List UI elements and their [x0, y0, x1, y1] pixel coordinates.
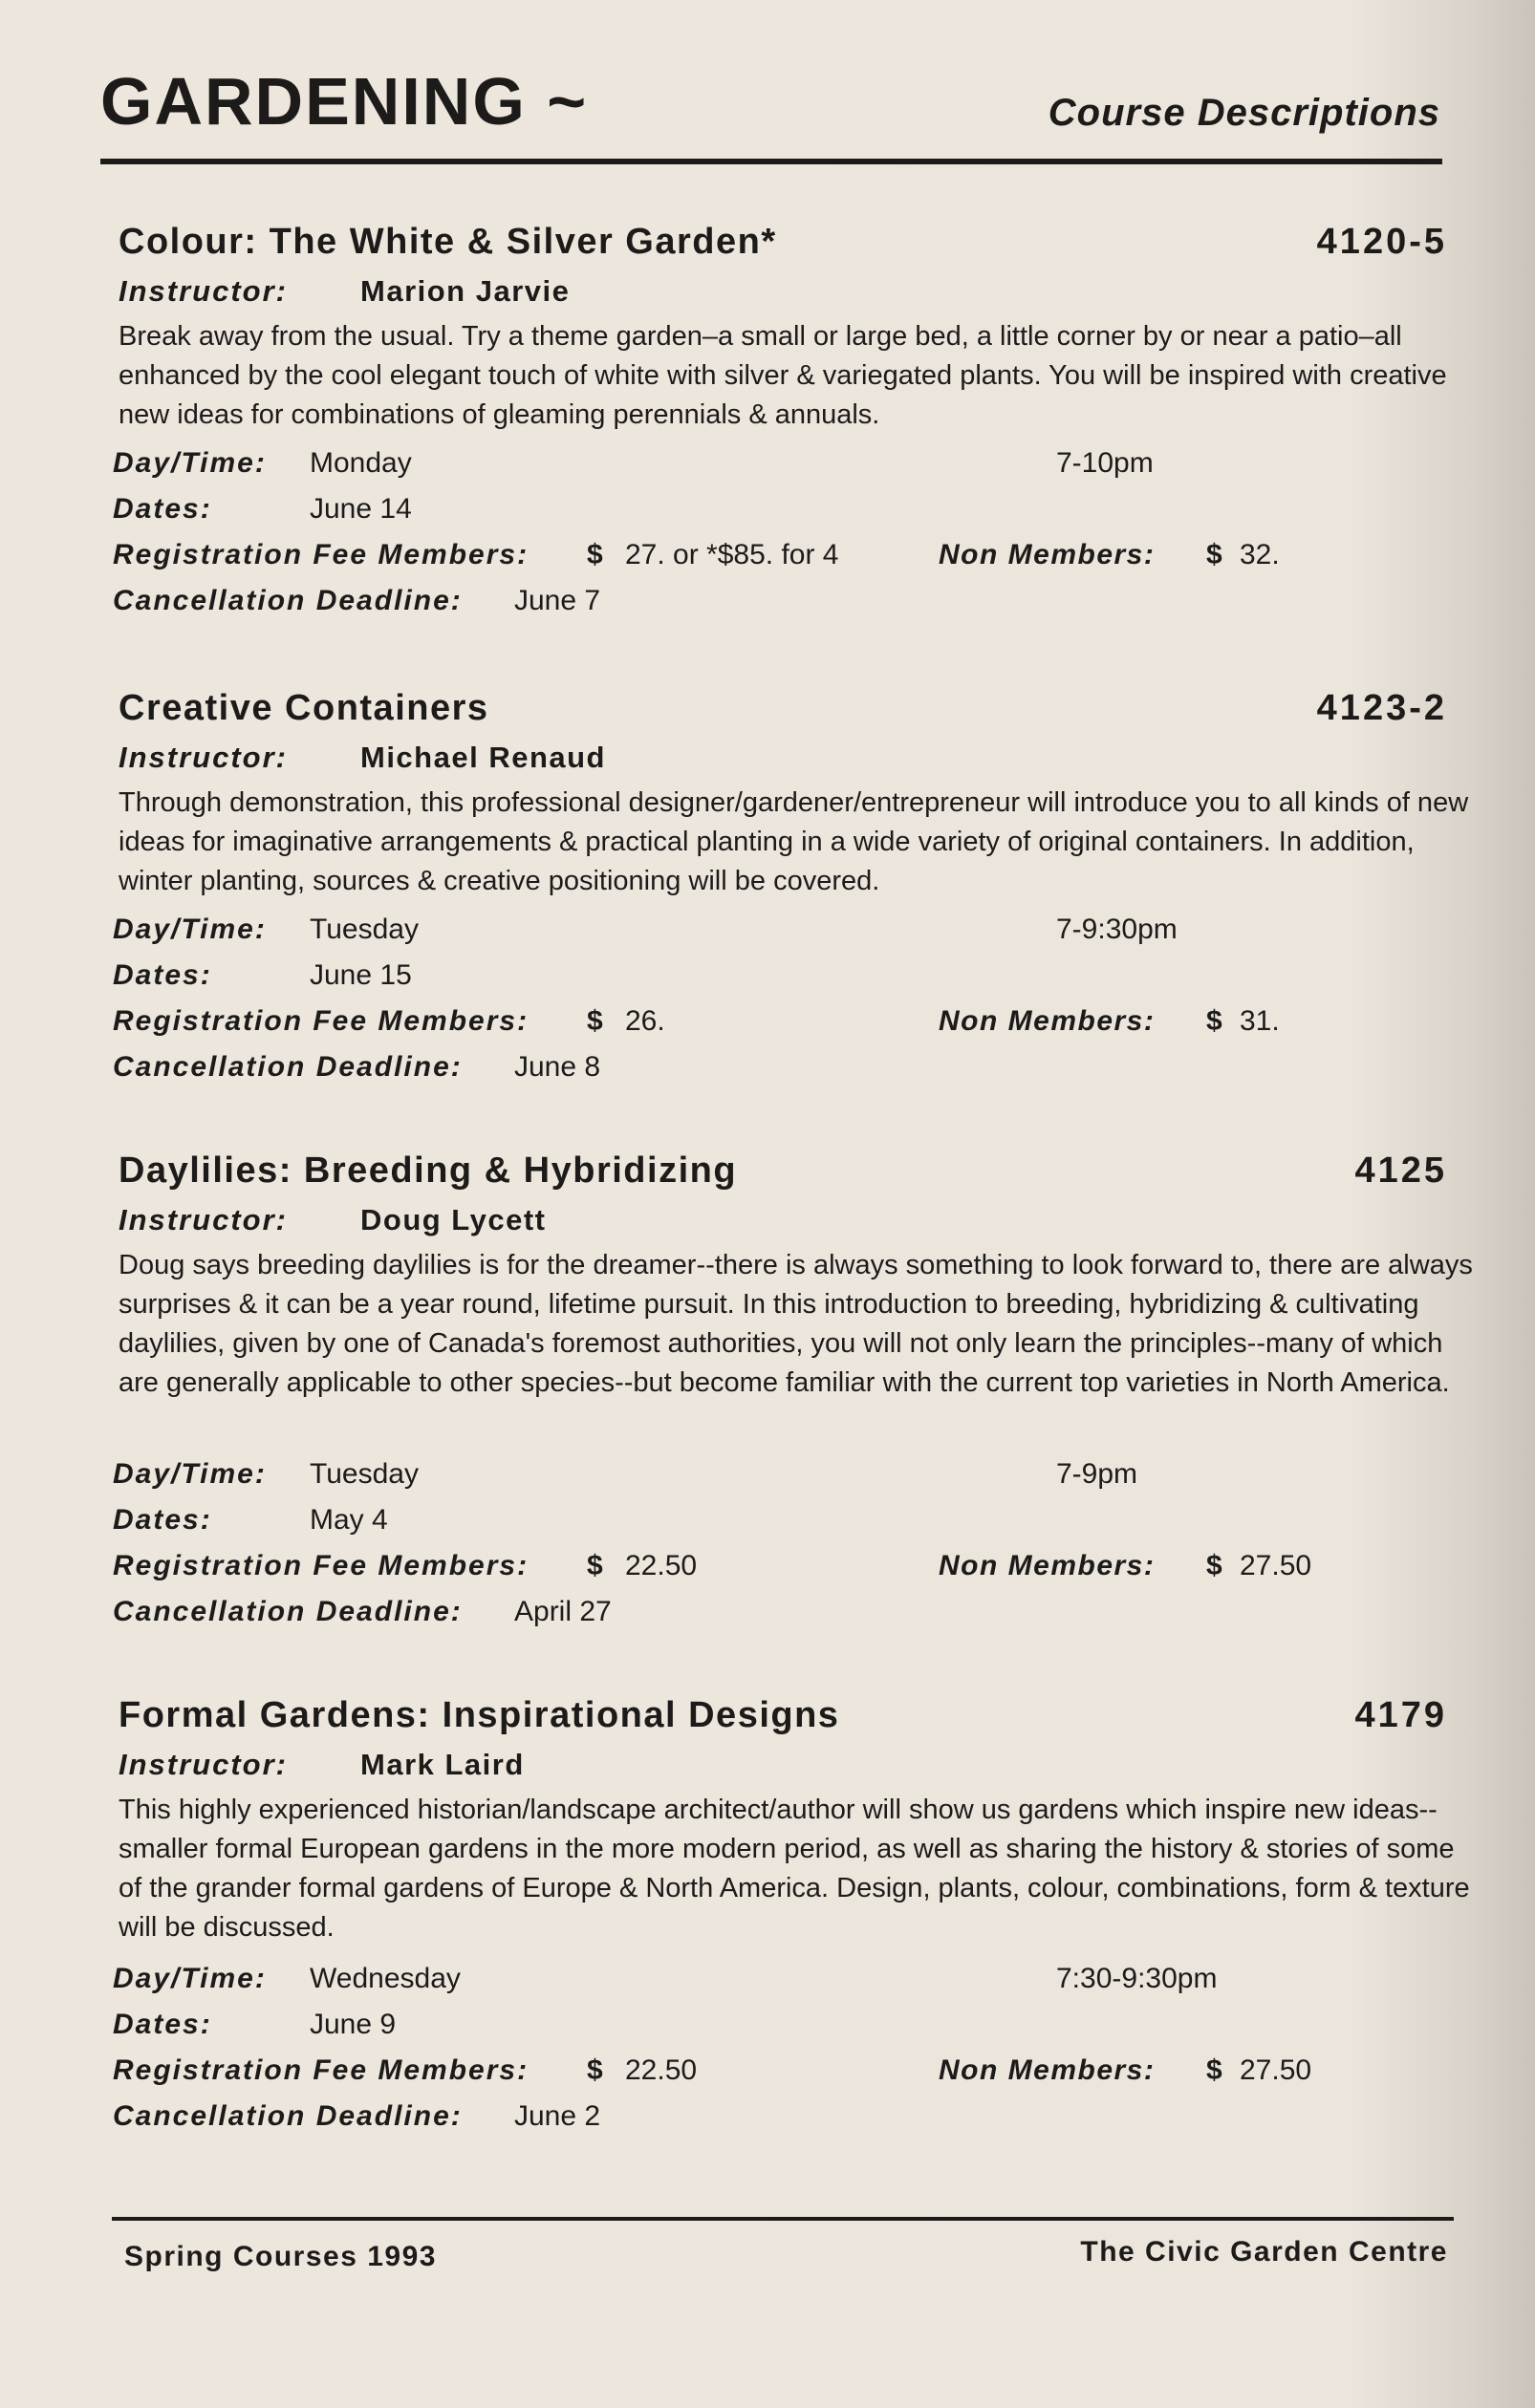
dollar-sign: $ — [1206, 2054, 1222, 2086]
instructor-label: Instructor: — [119, 1748, 288, 1781]
course-title: Formal Gardens: Inspirational Designs — [119, 1695, 840, 1735]
reg-fee-label: Registration Fee Members: — [113, 539, 530, 570]
fee-members: 22.50 — [625, 2054, 698, 2086]
course-title: Creative Containers — [119, 688, 489, 728]
header-rule — [100, 159, 1442, 164]
course-code: 4120-5 — [1316, 222, 1447, 262]
fee-row — [107, 1005, 1464, 1043]
fee-non-members: 32. — [1240, 539, 1280, 570]
deadline-label: Cancellation Deadline: — [113, 1596, 463, 1627]
course-code: 4123-2 — [1316, 688, 1447, 728]
dollar-sign: $ — [1206, 1005, 1222, 1037]
course-description: Through demonstration, this professional designer/gardener/entrepreneur will introduce you to all kinds of new ideas for imaginative arrangements & practical planting in a wide variety of original containers. In addition, winter planting, sources & creative positioning will be covered. — [119, 787, 1469, 896]
course-dates: June 9 — [310, 2009, 397, 2040]
dollar-sign: $ — [587, 539, 603, 570]
fee-non-members: 31. — [1240, 1005, 1280, 1037]
fee-non-members: 27.50 — [1240, 1550, 1312, 1581]
cancellation-deadline: April 27 — [514, 1596, 612, 1627]
dollar-sign: $ — [587, 1550, 603, 1581]
instructor-name: Doug Lycett — [360, 1203, 547, 1236]
course-day: Tuesday — [310, 914, 419, 945]
deadline-label: Cancellation Deadline: — [113, 585, 463, 616]
course-day: Monday — [310, 447, 412, 479]
fee-row — [107, 2054, 1464, 2093]
non-members-label: Non Members: — [939, 539, 1156, 570]
footer-season: Spring Courses 1993 — [124, 2241, 437, 2272]
day-time-label: Day/Time: — [113, 1458, 267, 1490]
footer-rule — [112, 2217, 1454, 2221]
course-time: 7:30-9:30pm — [1056, 1963, 1218, 1994]
cancellation-deadline: June 8 — [514, 1051, 601, 1083]
fee-non-members: 27.50 — [1240, 2054, 1312, 2086]
instructor-label: Instructor: — [119, 1203, 288, 1236]
day-time-label: Day/Time: — [113, 1963, 267, 1994]
dollar-sign: $ — [587, 2054, 603, 2086]
reg-fee-label: Registration Fee Members: — [113, 1550, 530, 1581]
day-time-row — [107, 1458, 1464, 1496]
page-header — [100, 63, 1440, 140]
day-time-row — [107, 447, 1464, 485]
day-time-row — [107, 1963, 1464, 2001]
dollar-sign: $ — [1206, 1550, 1222, 1581]
fee-row — [107, 1550, 1464, 1588]
fee-members: 27. or *$85. for 4 — [625, 539, 839, 570]
instructor-label: Instructor: — [119, 741, 288, 774]
course-dates: May 4 — [310, 1504, 388, 1536]
page-title: GARDENING ~ — [100, 64, 589, 139]
day-time-label: Day/Time: — [113, 447, 267, 479]
dates-row — [107, 1504, 1464, 1542]
page-subtitle: Course Descriptions — [1048, 92, 1440, 134]
course-code: 4179 — [1354, 1695, 1447, 1735]
footer-organization: The Civic Garden Centre — [1080, 2236, 1448, 2268]
course-time: 7-10pm — [1056, 447, 1154, 479]
course-day: Wednesday — [310, 1963, 461, 1994]
course-title: Colour: The White & Silver Garden* — [119, 222, 777, 262]
course-entry — [107, 1695, 1470, 2154]
course-entry — [107, 688, 1469, 1099]
fee-members: 26. — [625, 1005, 665, 1037]
deadline-row — [107, 1596, 1464, 1634]
course-description: Doug says breeding daylilies is for the dreamer--there is always something to look forward to, there are always surprises & it can be a year round, lifetime pursuit. In this introduction to breeding, hybridizing & cultivating daylilies, given by one of Canada's foremost authorities, you will not only learn the principles--many of which are generally applicable to other species--but become familiar with the current top varieties in North America. — [119, 1250, 1473, 1398]
dates-row — [107, 2009, 1464, 2047]
instructor-name: Mark Laird — [360, 1748, 525, 1781]
course-description: This highly experienced historian/landscape architect/author will show us gardens which inspire new ideas--smaller formal European gardens in the more modern period, as well as sharing the history & stories of some of the grander formal gardens of Europe & North America. Design, plants, colour, combinations, form & texture will be discussed. — [119, 1795, 1470, 1943]
non-members-label: Non Members: — [939, 2054, 1156, 2086]
cancellation-deadline: June 7 — [514, 585, 601, 616]
instructor-label: Instructor: — [119, 274, 288, 308]
course-time: 7-9pm — [1056, 1458, 1138, 1490]
deadline-label: Cancellation Deadline: — [113, 2100, 463, 2132]
non-members-label: Non Members: — [939, 1550, 1156, 1581]
course-description: Break away from the usual. Try a theme garden–a small or large bed, a little corner by or near a patio–all enhanced by the cool elegant touch of white with silver & variegated plants. You will be inspired with creative new ideas for combinations of gleaming perennials & annuals. — [119, 321, 1447, 430]
dates-label: Dates: — [113, 959, 212, 991]
day-time-row — [107, 914, 1464, 952]
fee-members: 22.50 — [625, 1550, 698, 1581]
course-entry — [107, 222, 1464, 633]
dates-row — [107, 493, 1464, 531]
reg-fee-label: Registration Fee Members: — [113, 2054, 530, 2086]
dates-label: Dates: — [113, 493, 212, 525]
deadline-row — [107, 585, 1464, 623]
non-members-label: Non Members: — [939, 1005, 1156, 1037]
course-day: Tuesday — [310, 1458, 419, 1490]
instructor-name: Michael Renaud — [360, 741, 606, 774]
instructor-name: Marion Jarvie — [360, 274, 571, 308]
deadline-label: Cancellation Deadline: — [113, 1051, 463, 1083]
fee-row — [107, 539, 1464, 577]
dates-label: Dates: — [113, 2009, 212, 2040]
dollar-sign: $ — [587, 1005, 603, 1037]
dates-row — [107, 959, 1464, 998]
deadline-row — [107, 2100, 1464, 2139]
course-dates: June 14 — [310, 493, 412, 525]
course-time: 7-9:30pm — [1056, 914, 1178, 945]
course-title: Daylilies: Breeding & Hybridizing — [119, 1150, 738, 1191]
cancellation-deadline: June 2 — [514, 2100, 601, 2132]
day-time-label: Day/Time: — [113, 914, 267, 945]
dates-label: Dates: — [113, 1504, 212, 1536]
course-entry — [107, 1150, 1473, 1647]
dollar-sign: $ — [1206, 539, 1222, 570]
course-code: 4125 — [1354, 1150, 1447, 1191]
course-dates: June 15 — [310, 959, 412, 991]
deadline-row — [107, 1051, 1464, 1089]
reg-fee-label: Registration Fee Members: — [113, 1005, 530, 1037]
